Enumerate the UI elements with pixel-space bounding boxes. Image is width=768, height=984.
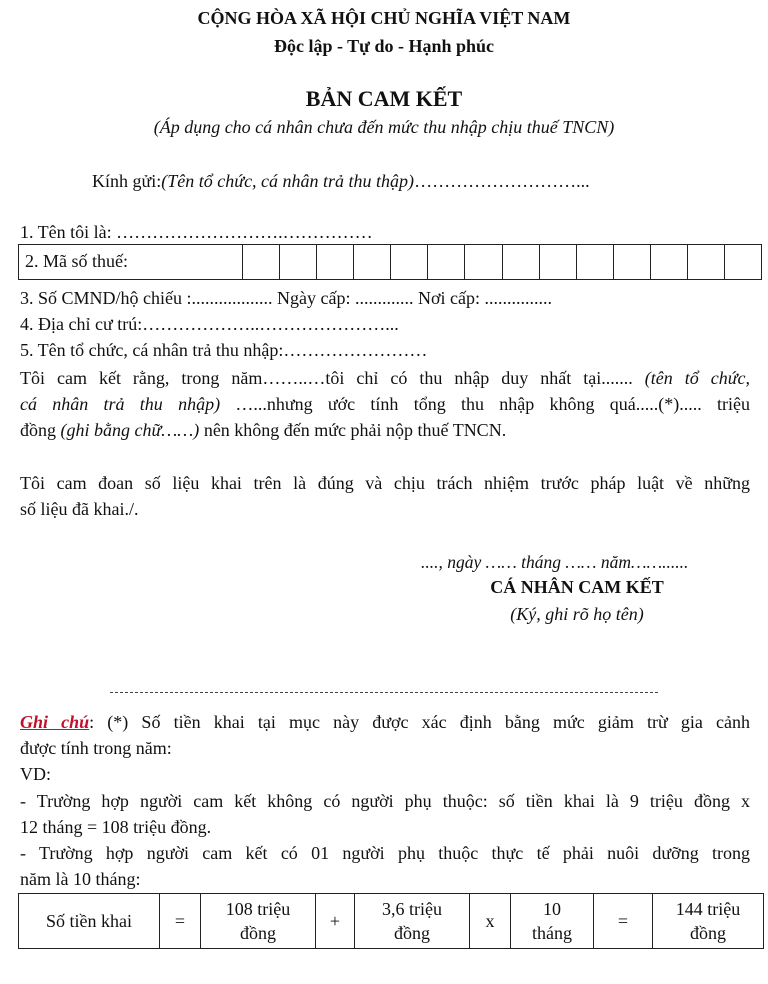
table-cell: =: [160, 894, 201, 949]
note-line-3: VD:: [20, 764, 51, 784]
recipient-prefix: Kính gửi:: [92, 171, 162, 191]
signature-date: ...., ngày …… tháng …… năm……......: [421, 552, 689, 572]
tax-code-box[interactable]: [503, 245, 540, 279]
table-cell: [511, 894, 594, 949]
note-label: Ghi chú: [20, 712, 90, 732]
payer-field[interactable]: 5. Tên tổ chức, cá nhân trả thu nhập:……………………: [20, 340, 428, 360]
tax-code-box[interactable]: [428, 245, 465, 279]
table-cell: [201, 894, 316, 949]
tax-code-box[interactable]: [317, 245, 354, 279]
commitment-line-2: [20, 391, 750, 417]
recipient-placeholder: (Tên tổ chức, cá nhân trả thu thập): [161, 171, 415, 191]
divider: [110, 692, 658, 693]
tax-code-row: [18, 244, 762, 280]
tax-code-box[interactable]: [354, 245, 391, 279]
commitment-payer-hint-cont: cá nhân trả thu nhập): [20, 394, 221, 414]
commitment-line-1: [20, 365, 750, 391]
id-card-field[interactable]: 3. Số CMND/hộ chiếu :.................. Ngày cấp: ............. Nơi cấp: ...............: [20, 288, 552, 308]
cell-line: 144 triệu: [675, 899, 741, 919]
note-line-7: năm là 10 tháng:: [20, 869, 141, 889]
commitment-text: Tôi cam kết rằng, trong năm……..…tôi chỉ có thu nhập duy nhất tại.......: [20, 368, 633, 388]
tax-code-boxes: [243, 245, 761, 279]
recipient-line: [92, 171, 590, 192]
name-field[interactable]: 1. Tên tôi là: ……………………….……………: [20, 222, 373, 242]
note-line-1: [20, 709, 750, 735]
cell-line: tháng: [532, 923, 572, 943]
table-cell: +: [316, 894, 355, 949]
commitment-text: nên không đến mức phải nộp thuế TNCN.: [199, 420, 507, 440]
note-line-5: 12 tháng = 108 triệu đồng.: [20, 817, 212, 837]
table-row: [19, 894, 764, 949]
recipient-dots: ………………………...: [414, 171, 590, 191]
tax-code-box[interactable]: [243, 245, 280, 279]
tax-code-box[interactable]: [688, 245, 725, 279]
cell-line: 108 triệu: [225, 899, 291, 919]
tax-code-box[interactable]: [614, 245, 651, 279]
note-line-6: - Trường hợp người cam kết có 01 người phụ thuộc thực tế phải nuôi dưỡng trong: [20, 843, 750, 863]
commitment-line-3: [20, 417, 750, 443]
table-cell: [653, 894, 764, 949]
commitment-text: …...nhưng ước tính tổng thu nhập không quá.....(*)..... triệu: [235, 394, 750, 414]
table-cell: x: [470, 894, 511, 949]
address-field[interactable]: 4. Địa chỉ cư trú:………………..…………………...: [20, 314, 399, 334]
tax-code-box[interactable]: [651, 245, 688, 279]
tax-code-box[interactable]: [465, 245, 502, 279]
cell-line: 3,6 triệu: [382, 899, 442, 919]
cell-line: 10: [543, 899, 561, 919]
amount-in-words-hint: (ghi bằng chữ……): [60, 420, 200, 440]
note-text: : (*) Số tiền khai tại mục này được xác định bằng mức giảm trừ gia cảnh: [89, 712, 750, 732]
motto-heading: Độc lập - Tự do - Hạnh phúc: [273, 36, 495, 56]
nation-heading: CỘNG HÒA XÃ HỘI CHỦ NGHĨA VIỆT NAM: [197, 8, 571, 28]
tax-code-box[interactable]: [725, 245, 761, 279]
table-cell: [355, 894, 470, 949]
cell-line: đồng: [690, 923, 726, 943]
signature-title: CÁ NHÂN CAM KẾT: [490, 577, 664, 597]
document-subtitle: (Áp dụng cho cá nhân chưa đến mức thu nhập chịu thuế TNCN): [153, 117, 615, 137]
tax-code-label: 2. Mã số thuế:: [19, 245, 243, 279]
tax-code-box[interactable]: [391, 245, 428, 279]
tax-code-box[interactable]: [577, 245, 614, 279]
commitment-text: đồng: [20, 420, 61, 440]
commitment-payer-hint: (tên tổ chức,: [644, 368, 751, 388]
note-line-4: - Trường hợp người cam kết không có người phụ thuộc: số tiền khai là 9 triệu đồng x: [20, 791, 750, 811]
table-cell: Số tiền khai: [19, 894, 160, 949]
declaration-line-2: số liệu đã khai./.: [20, 499, 139, 519]
tax-code-box[interactable]: [540, 245, 577, 279]
tax-code-box[interactable]: [280, 245, 317, 279]
declaration-line-1: Tôi cam đoan số liệu khai trên là đúng và chịu trách nhiệm trước pháp luật về những: [20, 473, 750, 493]
cell-line: đồng: [394, 923, 430, 943]
calculation-table: [18, 893, 764, 949]
document-title: BẢN CAM KẾT: [305, 86, 463, 111]
cell-line: đồng: [240, 923, 276, 943]
note-line-2: được tính trong năm:: [20, 738, 172, 758]
table-cell: =: [594, 894, 653, 949]
signature-hint: (Ký, ghi rõ họ tên): [510, 604, 644, 624]
